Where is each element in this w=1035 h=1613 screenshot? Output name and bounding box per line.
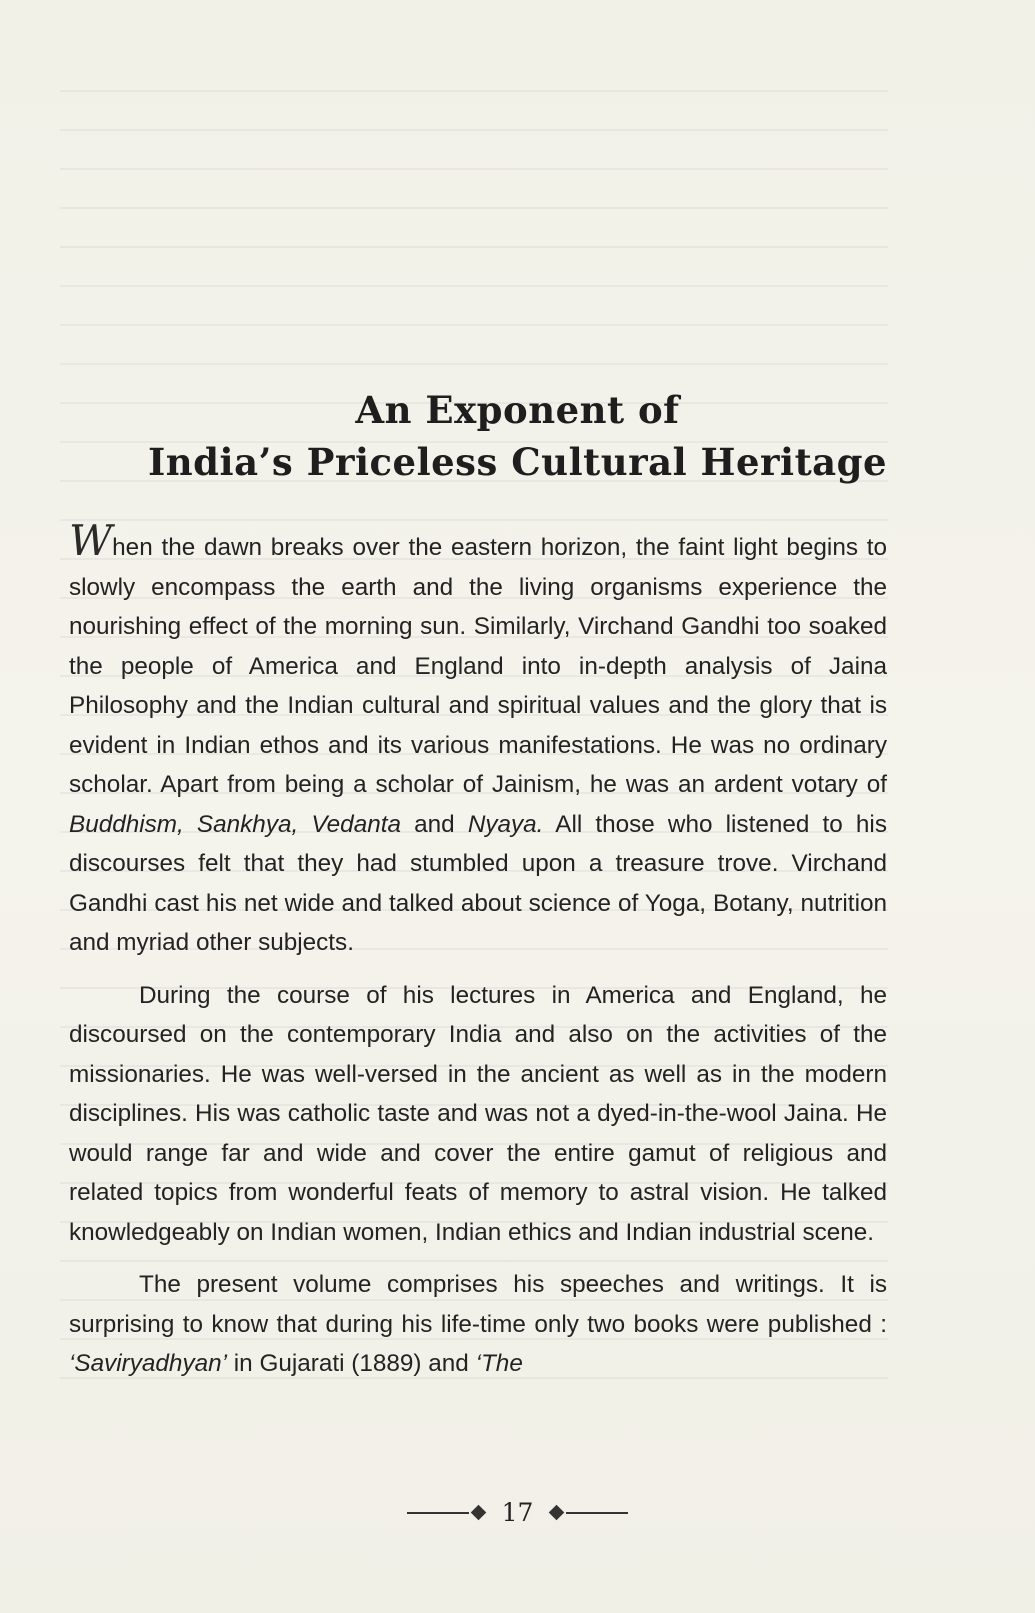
paragraph-2: During the course of his lectures in America and England, he discoursed on the contemporary India and also on the activities of the missionaries. He was well-versed in the ancient as well as in the modern disciplines. His was catholic taste and was not a dyed-in-the-wool Jaina. He would range far and wide and cover the entire gamut of religious and related topics from wonderful feats of memory to astral vision. He talked knowledgeably on Indian women, Indian ethics and Indian industrial scene. (69, 981, 887, 1246)
paragraph-1-text-b: and (414, 810, 455, 838)
paragraph-1-text-a: hen the dawn breaks over the eastern horizon, the faint light begins to slowly encompass the earth and the living organisms experience the nourishing effect of the morning sun. Similarly, Virchand Gandhi too soaked the people of America and England into in-depth analysis of Jaina Philosophy and the Indian cultural and spiritual values and the glory that is evident in Indian ethos and its various manifestations. He was no ordinary scholar. Apart from being a scholar of Jainism, he was an ardent votary of (69, 534, 887, 798)
chapter-title-line-1: An Exponent of (355, 388, 680, 432)
paragraph-1-italic-2: Nyaya. (467, 810, 544, 838)
paragraph-3 (69, 1265, 887, 1384)
paragraph-3-text-a: The present volume comprises his speeches and writings. It is surprising to know that during his life-time only two books were published : (69, 1271, 887, 1338)
drop-cap: W (69, 516, 113, 565)
body-text (69, 516, 887, 1397)
paragraph-1-text-c: All those who listened to his discourses felt that they had stumbled upon a treasure trove. Virchand Gandhi cast his net wide and talked about science of Yoga, Botany, nutrition and myriad other subjects. (69, 810, 887, 956)
paragraph-3-text-b: in Gujarati (1889) and (233, 1350, 469, 1377)
paragraph-3-italic-1: ‘Saviryadhyan’ (69, 1350, 228, 1377)
chapter-title-line-2: India’s Priceless Cultural Heritage (147, 440, 888, 484)
footer-rule-left (407, 1512, 469, 1514)
paragraph-1 (69, 516, 887, 963)
page-footer (0, 1498, 1035, 1538)
footer-rule-right (566, 1512, 628, 1514)
paragraph-3-italic-2: ‘The (475, 1350, 523, 1377)
paragraph-1-italic-1: Buddhism, Sankhya, Vedanta (69, 810, 401, 838)
diamond-ornament-icon (470, 1505, 486, 1521)
diamond-ornament-icon (549, 1505, 565, 1521)
page-number: 17 (501, 1498, 534, 1527)
